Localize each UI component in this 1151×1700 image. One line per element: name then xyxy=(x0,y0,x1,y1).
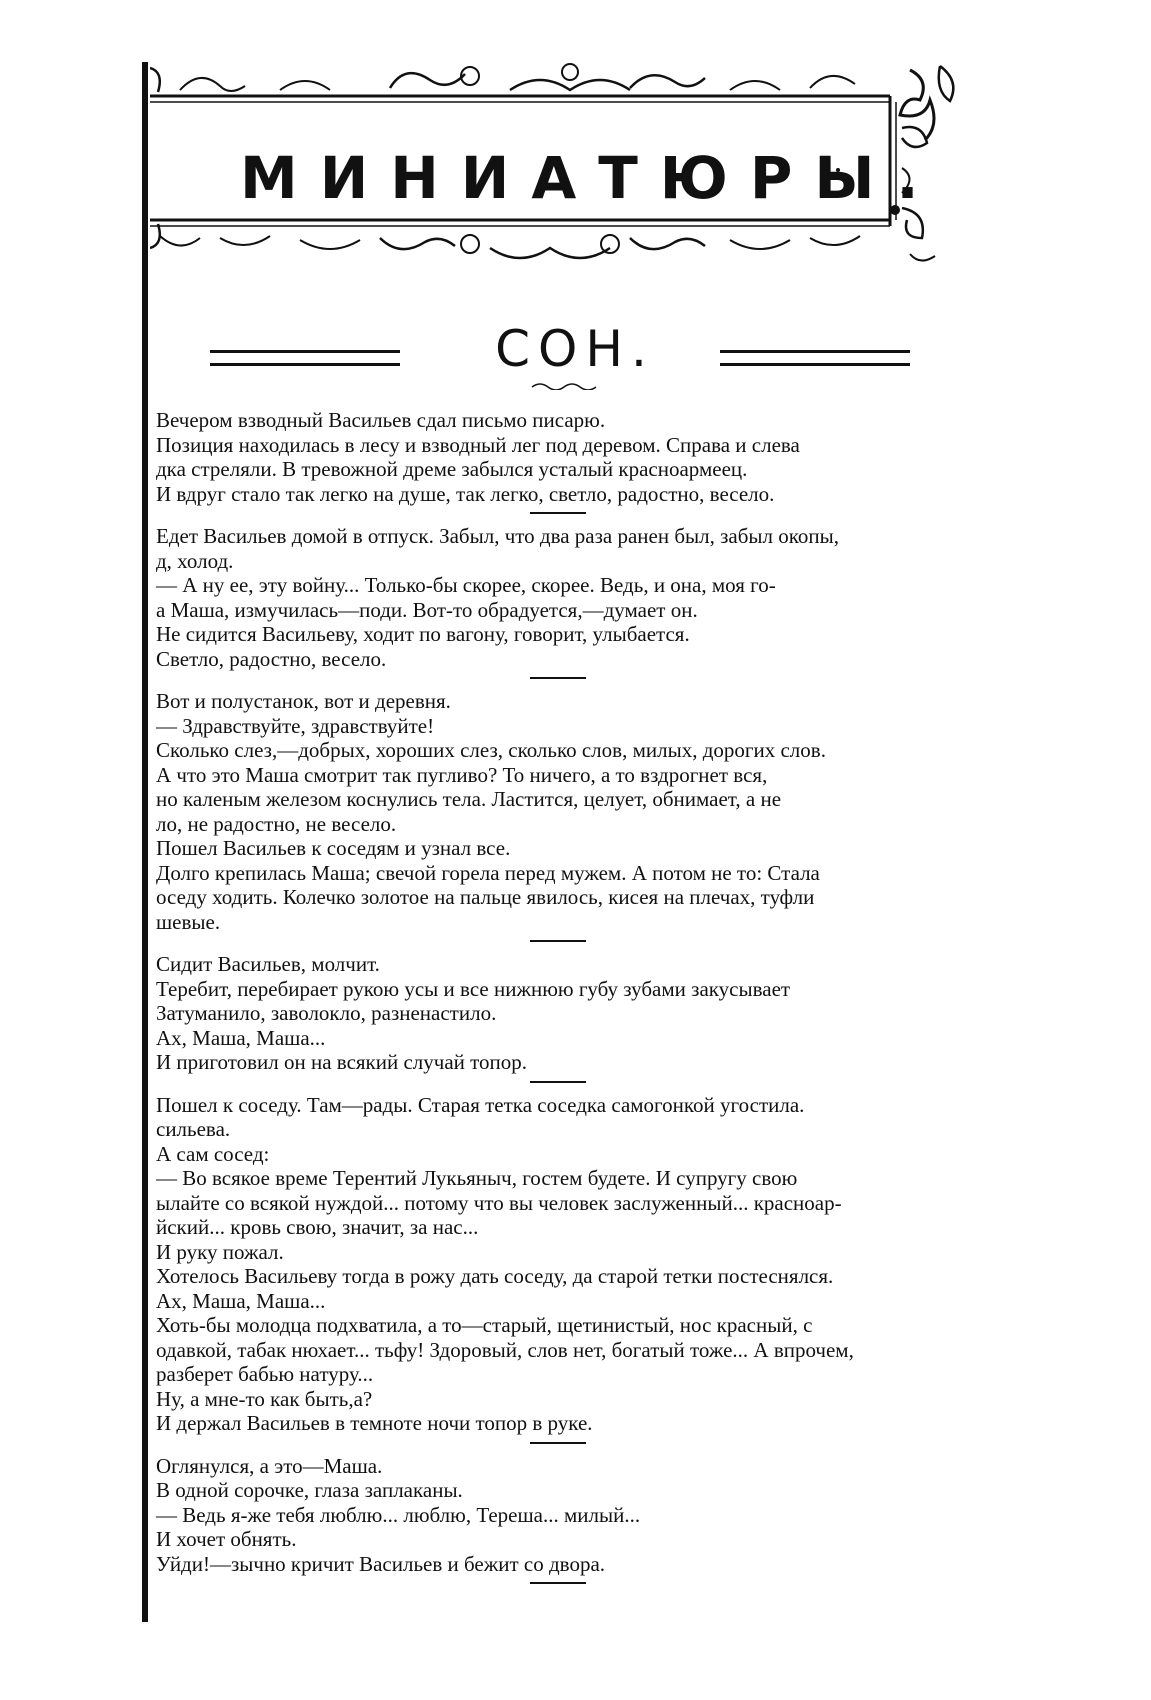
section-separator xyxy=(530,1582,586,1584)
section-separator xyxy=(530,512,586,514)
text-line: Позиция находилась в лесу и взводный лег под деревом. Справа и слева xyxy=(156,432,800,457)
section-separator xyxy=(530,1442,586,1444)
text-line: И держал Васильев в темноте ночи топор в руке. xyxy=(156,1411,593,1435)
text-line: но каленым железом коснулись тела. Ластится, целует, обнимает, а не xyxy=(156,787,782,811)
text-line: — Здравствуйте, здравствуйте! xyxy=(156,713,435,738)
heading-rule-right xyxy=(720,350,910,366)
story-section xyxy=(150,952,1040,1075)
text-line: сильева. xyxy=(156,1117,231,1141)
story-section xyxy=(150,1093,1040,1436)
text-line: Уйди!—зычно кричит Васильев и бежит со двора. xyxy=(156,1551,606,1576)
text-line: Сидит Васильев, молчит. xyxy=(156,952,380,976)
section-separator xyxy=(530,940,586,942)
section-separator xyxy=(530,677,586,679)
text-line: И руку пожал. xyxy=(156,1239,284,1264)
story-section xyxy=(150,689,1040,934)
text-line: — А ну ее, эту войну... Только-бы скорее, скорее. Ведь, и она, моя го- xyxy=(156,573,776,597)
story-section xyxy=(150,408,1040,506)
text-line: йский... кровь свою, значит, за нас... xyxy=(156,1215,479,1239)
text-line: — Во всякое време Терентий Лукьяныч, гостем будете. И супругу свою xyxy=(156,1166,798,1190)
text-line: Вот и полустанок, вот и деревня. xyxy=(156,689,451,713)
text-line: И хочет обнять. xyxy=(156,1527,297,1551)
text-line: Долго крепилась Маша; свечой горела перед мужем. А потом не то: Стала xyxy=(156,860,820,885)
heading-rule-left xyxy=(210,350,400,366)
text-line: ылайте со всякой нуждой... потому что вы человек заслуженный... красноар- xyxy=(156,1190,842,1215)
section-separator xyxy=(530,1081,586,1083)
text-line: Ах, Маша, Маша... xyxy=(156,1288,326,1313)
text-line: И приготовил он на всякий случай топор. xyxy=(156,1050,528,1074)
text-line: Сколько слез,—добрых, хороших слез, сколько слов, милых, дорогих слов. xyxy=(156,738,826,762)
story-body xyxy=(150,408,1040,1594)
section-title: СОН. xyxy=(495,320,655,378)
text-line: Не сидится Васильеву, ходит по вагону, говорит, улыбается. xyxy=(156,622,690,646)
text-line: Ах, Маша, Маша... xyxy=(156,1025,326,1050)
binding-edge xyxy=(142,62,148,1622)
text-line: дка стреляли. В тревожной дреме забылся усталый красноармеец. xyxy=(156,457,748,481)
text-line: Оглянулся, а это—Маша. xyxy=(156,1453,383,1478)
text-line: Светло, радостно, весело. xyxy=(156,646,387,671)
text-line: ло, не радостно, не весело. xyxy=(156,811,397,836)
text-line: Затуманило, заволокло, разненастило. xyxy=(156,1001,497,1025)
text-line: Пошел к соседу. Там—рады. Старая тетка соседка самогонкой угостила. xyxy=(156,1092,805,1117)
text-line: Едет Васильев домой в отпуск. Забыл, что два раза ранен был, забыл окопы, xyxy=(156,524,840,548)
text-line: Вечером взводный Васильев сдал письмо писарю. xyxy=(156,408,606,432)
text-line: а Маша, измучилась—поди. Вот-то обрадуется,—думает он. xyxy=(156,597,698,622)
text-line: шевые. xyxy=(156,909,221,934)
text-line: Хоть-бы молодца подхватила, а то—старый, щетинистый, нос красный, с xyxy=(156,1313,813,1337)
text-line: А что это Маша смотрит так пугливо? То ничего, а то вздрогнет вся, xyxy=(156,762,768,787)
text-line: д, холод. xyxy=(156,548,234,573)
story-section xyxy=(150,524,1040,671)
text-line: Теребит, перебирает рукою усы и все нижнюю губу зубами закусывает xyxy=(156,976,791,1001)
text-line: Ну, а мне-то как быть,а? xyxy=(156,1386,373,1411)
text-line: оседу ходить. Колечко золотое на пальце явилось, кисея на плечах, туфли xyxy=(156,885,815,909)
text-line: И вдруг стало так легко на душе, так легко, светло, радостно, весело. xyxy=(156,481,775,506)
text-line: В одной сорочке, глаза заплаканы. xyxy=(156,1478,463,1502)
text-line: одавкой, табак нюхает... тьфу! Здоровый, слов нет, богатый тоже... А впрочем, xyxy=(156,1337,854,1362)
page-title: МИНИАТЮРЫ. xyxy=(240,144,941,212)
heading-ornament xyxy=(530,382,600,390)
section-heading xyxy=(200,320,920,390)
text-line: А сам сосед: xyxy=(156,1141,270,1166)
text-line: Пошел Васильев к соседям и узнал все. xyxy=(156,836,511,860)
text-line: — Ведь я-же тебя люблю... люблю, Тереша... милый... xyxy=(156,1502,641,1527)
text-line: Хотелось Васильеву тогда в рожу дать соседу, да старой тетки постеснялся. xyxy=(156,1264,834,1288)
text-line: разберет бабью натуру... xyxy=(156,1362,374,1386)
story-section xyxy=(150,1454,1040,1577)
